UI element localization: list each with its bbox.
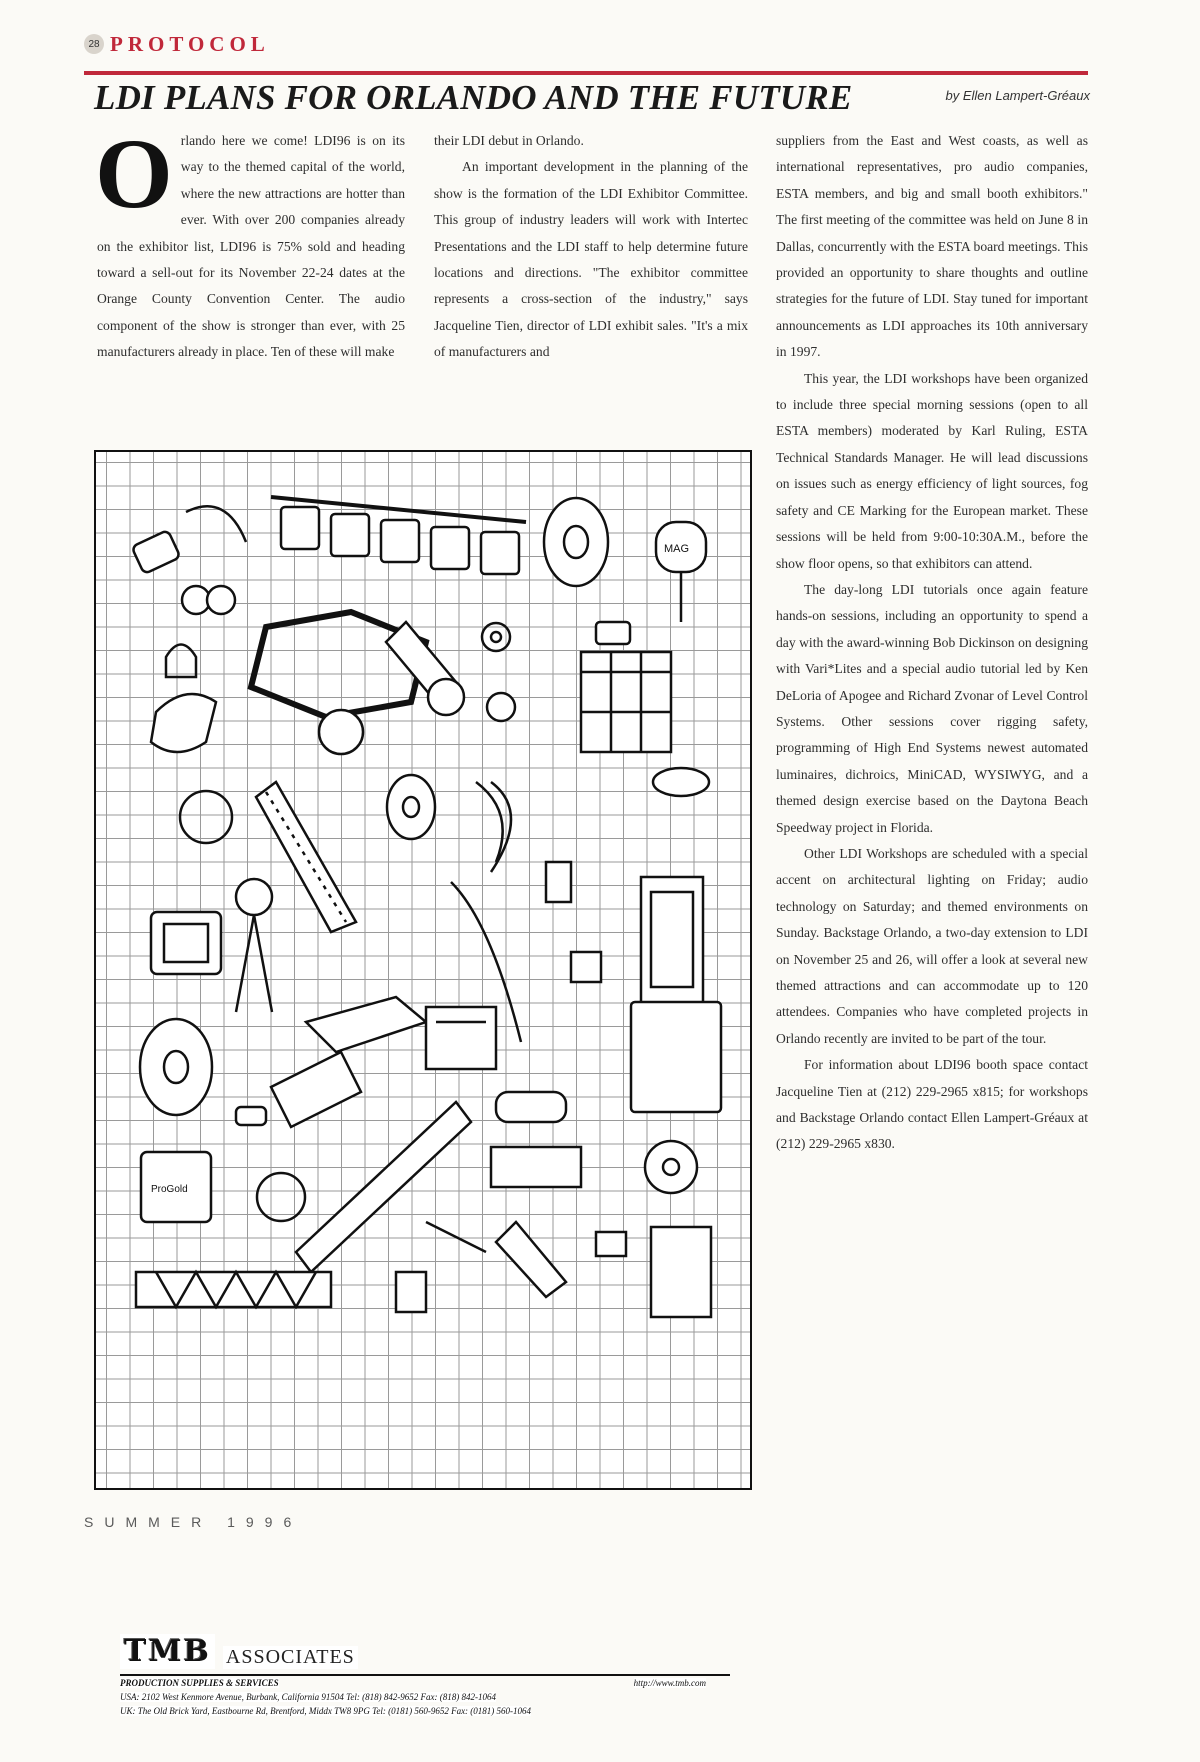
- chain-hoist-icon: [656, 522, 706, 622]
- hoist-label: MAG: [664, 543, 690, 555]
- couplers-icon: [182, 586, 235, 614]
- hand-dolly-icon: [151, 694, 216, 752]
- paragraph: Other LDI Workshops are scheduled with a special accent on architectural lighting on Friday; audio technology on Saturday; and themed environments on Sunday. Backstage Orlando, a two-day extension to LDI on November 25 and 26, will offer a look at several new themed attractions and can accommodate up to 120 attendees. Companies who have completed projects in Orlando recently are invited to be part of the tour.: [776, 845, 1088, 1046]
- dimmer-cabinet-icon: [631, 1002, 721, 1112]
- multicable-breakout-icon: [476, 782, 511, 872]
- wire-loop-icon: [257, 1173, 305, 1221]
- connector-icon: [487, 693, 515, 721]
- paragraph: The day-long LDI tutorials once again feature hands-on sessions, including an opportunity to spend a day with the award-winning Bob Dickinson on designing with Vari*Lites and a special audio tutorial led by Ken DeLoria of Apogee and Richard Zvonar of Level Control Systems. Other sessions cover rigging safety, programming of High End Systems newest automated luminaires, dichroics, MiniCAD, WYSIWYG, and a themed design exercise based on the Daytona Beach Speedway project in Florida.: [776, 581, 1088, 835]
- cable-spool-icon: [544, 498, 608, 586]
- services-label: PRODUCTION SUPPLIES & SERVICES: [120, 1678, 279, 1688]
- tmb-logo: TMB: [120, 1634, 215, 1669]
- article-byline: by Ellen Lampert-Gréaux: [945, 88, 1090, 103]
- truss-straight-icon: [136, 1272, 331, 1307]
- gobo-icon: [236, 1107, 266, 1125]
- tmb-logo-row: [120, 1634, 358, 1669]
- article-column-2: [434, 128, 748, 366]
- paragraph: For information about LDI96 booth space contact Jacqueline Tien at (212) 229-2965 x815; for workshops and Backstage Orlando contact Ellen Lampert-Gréaux at (212) 229-2965 x830.: [776, 1057, 1088, 1152]
- lighting-stand-icon: [496, 1222, 566, 1297]
- safety-cable-icon: [596, 1232, 626, 1256]
- equipment-illustration: [96, 452, 750, 1488]
- cable-connector-icon: [132, 506, 246, 574]
- dimmer-rack-icon: [641, 877, 703, 1007]
- ellipsoidal-spotlight-icon: [386, 622, 464, 715]
- cable-reel-icon: [387, 775, 435, 839]
- paragraph: rlando here we come! LDI96 is on its way to the themed capital of the world, where the new attractions are hotter than ever. With over 200 companies already on the exhibitor list, LDI96 is 75% sold and heading toward a sell-out for its November 22-24 dates at the Orange County Convention Center. The audio component of the show is stronger than ever, with 25 manufacturers already in place. Ten of these will make: [97, 133, 405, 360]
- truss-tower-icon: [581, 652, 671, 752]
- usa-address: USA: 2102 West Kenmore Avenue, Burbank, California 91504 Tel: (818) 842-9652 Fax: (818) 842-1064: [120, 1692, 497, 1702]
- adapter-icon: [496, 1092, 566, 1122]
- section-title: PROTOCOL: [110, 31, 270, 56]
- lighting-bar-icon: [271, 497, 526, 574]
- page-header: [84, 28, 270, 60]
- truss-diagonal-icon: [296, 1102, 471, 1272]
- shipping-case-icon: [141, 1152, 211, 1222]
- ad-footer: [120, 1634, 726, 1762]
- website-link[interactable]: http://www.tmb.com: [633, 1678, 706, 1688]
- article-column-3: [776, 128, 1088, 1158]
- shackle-icon: [166, 645, 196, 678]
- ad-rule: [120, 1674, 730, 1676]
- fresnel-light-icon: [319, 710, 363, 754]
- base-plate-icon: [596, 622, 630, 644]
- uk-address: UK: The Old Brick Yard, Eastbourne Rd, Brentford, Middx TW8 9PG Tel: (0181) 560-9652 Fax: (0181) 560-1064: [120, 1706, 532, 1716]
- monitor-icon: [151, 912, 221, 974]
- issue-footer: SUMMER 1996: [84, 1514, 303, 1530]
- rope-coil-icon: [180, 791, 232, 843]
- case-label: ProGold: [151, 1184, 188, 1195]
- cube-connector-icon: [571, 952, 601, 982]
- clamp-icon: [482, 623, 510, 651]
- drop-cap: O: [95, 118, 173, 229]
- cable-tie-icon: [426, 1222, 486, 1252]
- page-number: 28: [84, 34, 104, 54]
- paragraph: their LDI debut in Orlando.: [434, 133, 584, 148]
- paragraph: An important development in the planning of the show is the formation of the LDI Exhibitor Committee. This group of industry leaders will work with Intertec Presentations and the LDI staff to help determine future locations and directions. "The exhibitor committee represents a cross-section of the industry," says Jacqueline Tien, director of LDI exhibit sales. "It's a mix of manufacturers and: [434, 159, 748, 360]
- clamp-assembly-icon: [546, 862, 571, 902]
- light-fixture-icon: [396, 1272, 426, 1312]
- article-headline: LDI PLANS FOR ORLANDO AND THE FUTURE: [94, 78, 853, 117]
- mixing-console-icon: [426, 1007, 496, 1069]
- truss-section-icon: [256, 782, 356, 932]
- truss-box-icon: [491, 1147, 581, 1187]
- pipe-clamp-icon: [271, 1052, 361, 1127]
- spotlight-icon: [236, 879, 272, 1012]
- speaker-cabinet-icon: [651, 1227, 711, 1317]
- associates-label: ASSOCIATES: [223, 1646, 358, 1669]
- article-column-1: [95, 118, 405, 366]
- gel-frame-icon: [653, 768, 709, 796]
- header-rule: [84, 71, 1088, 75]
- paragraph: suppliers from the East and West coasts, as well as international representatives, pro audio companies, ESTA members, and big and small booth exhibitors." The first meeting of the committee was held on June 8 in Dallas, concurrently with the ESTA board meetings. This provided an opportunity to share thoughts and outline strategies for the future of LDI. Stay tuned for important announcements as LDI approaches its 10th anniversary in 1997.: [776, 133, 1088, 360]
- cable-drum-icon: [140, 1019, 212, 1115]
- cable-end-icon: [645, 1141, 697, 1193]
- paragraph: This year, the LDI workshops have been organized to include three special morning sessions (open to all ESTA members) moderated by Karl Ruling, ESTA Technical Standards Manager. He will lead discussions on issues such as energy efficiency of light sources, fog safety and CE Marking for the European market. These sessions will be held from 9:00-10:30A.M., before the show floor opens, so that exhibitors can attend.: [776, 370, 1088, 571]
- cable-ramp-icon: [306, 997, 426, 1052]
